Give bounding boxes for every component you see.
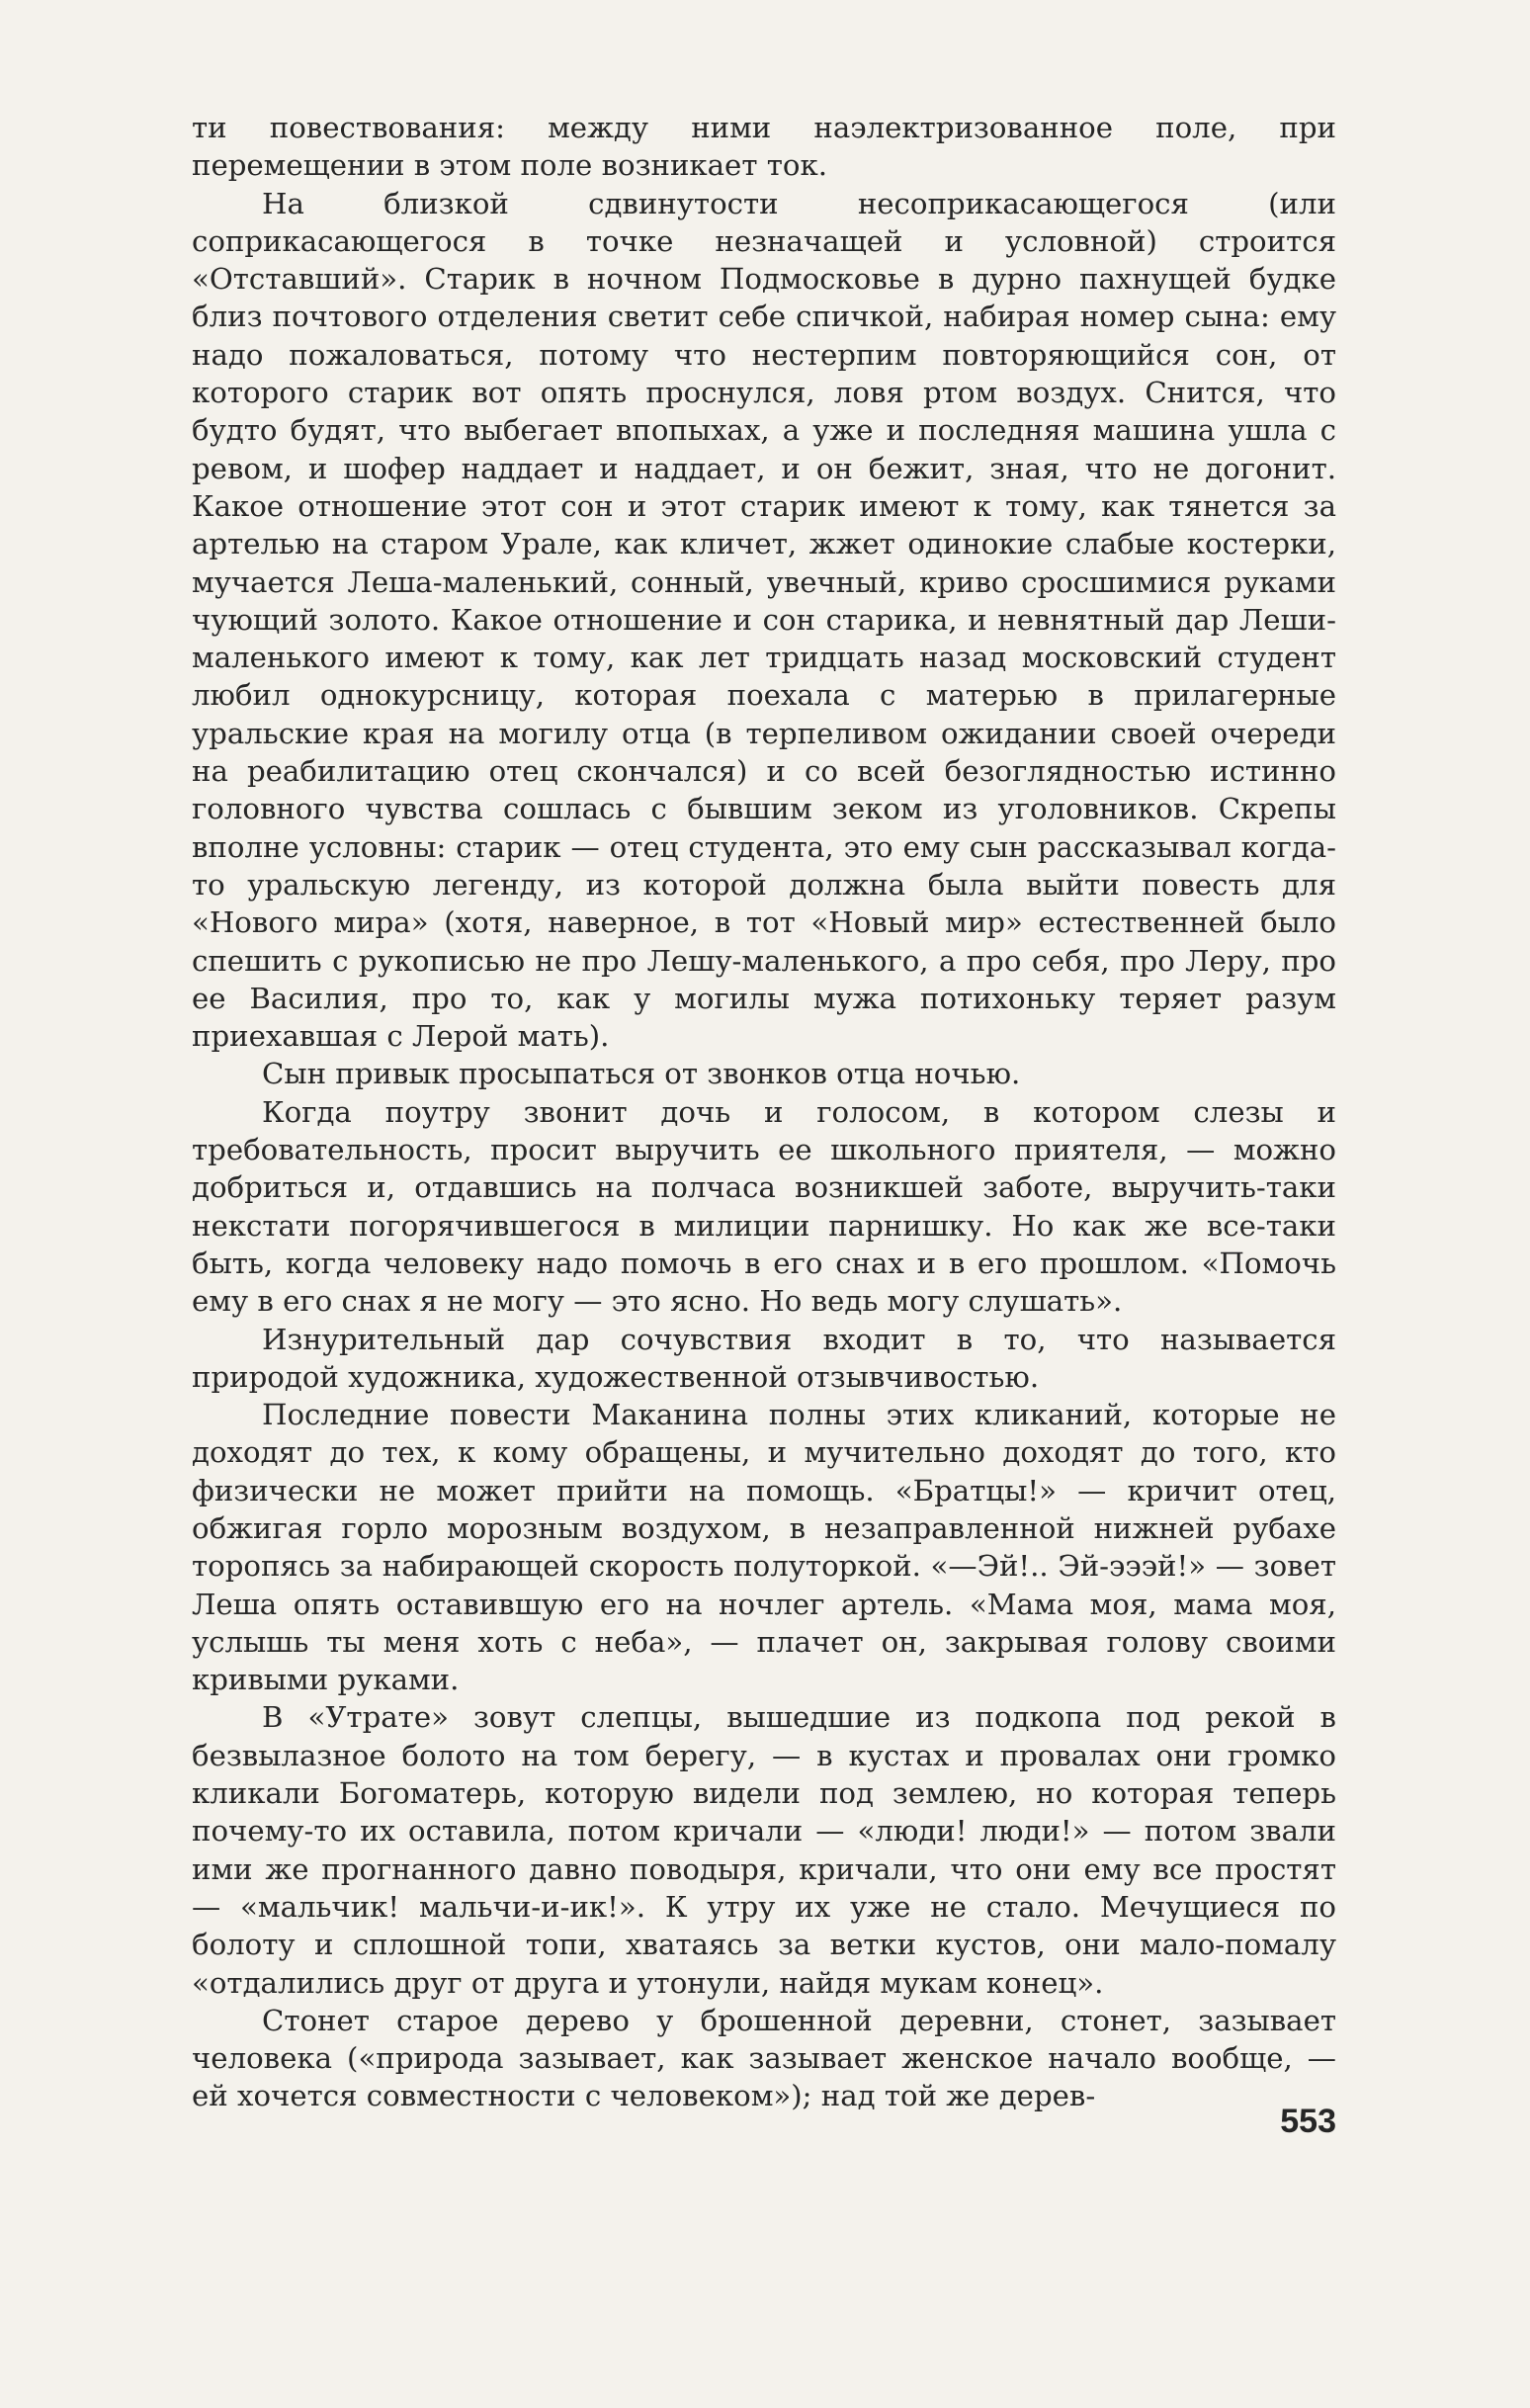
paragraph: Сын привык просыпаться от звонков отца ночью. xyxy=(262,1057,1021,1091)
paragraph: Изнурительный дар сочувствия входит в то, что называется природой художника, художественной отзывчивостью. xyxy=(192,1322,1336,1394)
paragraph: Когда поутру звонит дочь и голосом, в котором слезы и требовательность, просит выручить ее школьного приятеля, — можно добриться и, отдавшись на полчаса возникшей заботе, выручить-таки некстати погорячившегося в милиции парнишку. Но как же все-таки быть, когда человеку надо помочь в его снах и в его прошлом. «Помочь ему в его снах я не могу — это ясно. Но ведь могу слушать». xyxy=(192,1094,1336,1319)
paragraph: В «Утрате» зовут слепцы, вышедшие из подкопа под рекой в безвылазное болото на том берегу, — в кустах и провалах они громко кликали Богоматерь, которую видели под землею, но которая теперь почему-то их оставила, потом кричали — «люди! люди!» — потом звали ими же прогнанного давно поводыря, кричали, что они ему все простят — «мальчик! мальчи-и-ик!». К утру их уже не стало. Мечущиеся по болоту и сплошной топи, хватаясь за ветки кустов, они мало-помалу «отдалились друг от друга и утонули, найдя мукам конец». xyxy=(192,1700,1336,2000)
paragraph: Стонет старое дерево у брошенной деревни, стонет, зазывает человека («природа зазывает, как зазывает женское начало вообще, — ей хочется совместности с человеком»); над той же дерев- xyxy=(192,2003,1336,2113)
page-number: 553 xyxy=(1280,2103,1336,2140)
paragraph: На близкой сдвинутости несоприкасающегося (или соприкасающегося в точке незначащей и условной) строится «Отставший». Старик в ночном Подмосковье в дурно пахнущей будке близ почтового отделения светит себе спичкой, набирая номер сына: ему надо пожаловаться, потому что нестерпим повторяющийся сон, от которого старик вот опять проснулся, ловя ртом воздух. Снится, что будто будят, что выбегает впопыхах, а уже и последняя машина ушла с ревом, и шофер наддает и наддает, и он бежит, зная, что не догонит. Какое отношение этот сон и этот старик имеют к тому, как тянется за артелью на старом Урале, как кличет, жжет одинокие слабые костерки, мучается Леша-маленький, сонный, увечный, криво сросшимися руками чующий золото. Какое отношение и сон старика, и невнятный дар Леши-маленького имеют к тому, как лет тридцать назад московский студент любил однокурсницу, которая поехала с матерью в прилагерные уральские края на могилу отца (в терпеливом ожидании своей очереди на реабилитацию отец скончался) и со всей безоглядностью истинно головного чувства сошлась с бывшим зеком из уголовников. Скрепы вполне условны: старик — отец студента, это ему сын рассказывал когда-то уральскую легенду, из которой должна была выйти повесть для «Нового мира» (хотя, наверное, в тот «Новый мир» естественней было спешить с рукописью не про Лешу-маленького, а про себя, про Леру, про ее Василия, про то, как у могилы мужа потихоньку теряет разум приехавшая с Лерой мать). xyxy=(192,186,1336,1054)
page-text-column xyxy=(192,109,1336,2115)
paragraph: ти повествования: между ними наэлектризованное поле, при перемещении в этом поле возникает ток. xyxy=(192,111,1336,183)
paragraph: Последние повести Маканина полны этих кликаний, которые не доходят до тех, к кому обращены, и мучительно доходят до того, кто физически не может прийти на помощь. «Братцы!» — кричит отец, обжигая горло морозным воздухом, в незаправленной нижней рубахе торопясь за набирающей скорость полуторкой. «—Эй!.. Эй-эээй!» — зовет Леша опять оставившую его на ночлег артель. «Мама моя, мама моя, услышь ты меня хоть с неба», — плачет он, закрывая голову своими кривыми руками. xyxy=(192,1398,1336,1697)
